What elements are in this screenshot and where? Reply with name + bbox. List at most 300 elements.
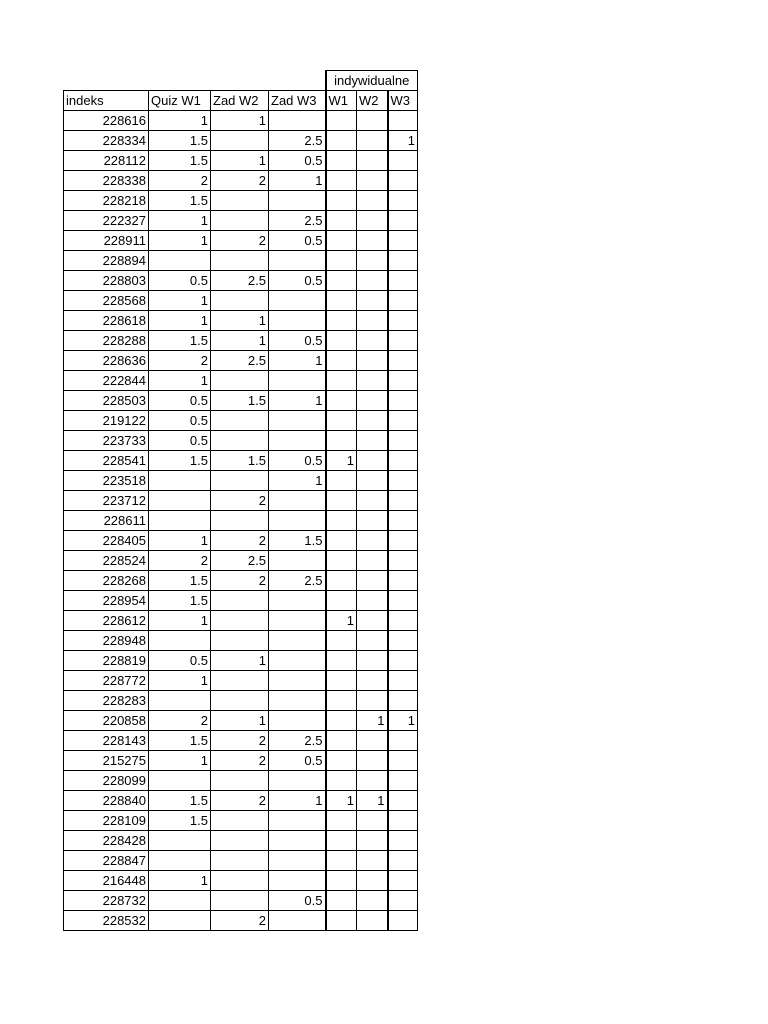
w1-cell[interactable] — [326, 911, 357, 931]
quiz-w1-cell[interactable]: 1.5 — [149, 811, 211, 831]
quiz-w1-cell[interactable]: 1.5 — [149, 591, 211, 611]
indeks-cell[interactable]: 228532 — [64, 911, 149, 931]
quiz-w1-cell[interactable]: 1.5 — [149, 191, 211, 211]
zad-w3-cell[interactable]: 0.5 — [269, 151, 326, 171]
zad-w2-cell[interactable]: 2 — [211, 531, 269, 551]
w3-cell[interactable] — [388, 231, 418, 251]
w3-cell[interactable] — [388, 591, 418, 611]
w2-cell[interactable]: 1 — [357, 791, 388, 811]
indeks-cell[interactable]: 228218 — [64, 191, 149, 211]
w1-cell[interactable] — [326, 651, 357, 671]
w2-cell[interactable] — [357, 531, 388, 551]
zad-w3-cell[interactable]: 1 — [269, 791, 326, 811]
zad-w2-cell[interactable] — [211, 851, 269, 871]
indeks-cell[interactable]: 228568 — [64, 291, 149, 311]
zad-w3-cell[interactable]: 1 — [269, 391, 326, 411]
w1-cell[interactable] — [326, 811, 357, 831]
w3-cell[interactable] — [388, 531, 418, 551]
w1-cell[interactable] — [326, 291, 357, 311]
indeks-cell[interactable]: 228268 — [64, 571, 149, 591]
quiz-w1-cell[interactable] — [149, 891, 211, 911]
quiz-w1-cell[interactable] — [149, 511, 211, 531]
w2-cell[interactable] — [357, 231, 388, 251]
quiz-w1-cell[interactable]: 1 — [149, 231, 211, 251]
w3-cell[interactable] — [388, 271, 418, 291]
w2-cell[interactable]: 1 — [357, 711, 388, 731]
w2-cell[interactable] — [357, 671, 388, 691]
zad-w2-cell[interactable] — [211, 471, 269, 491]
indeks-cell[interactable]: 228847 — [64, 851, 149, 871]
w2-cell[interactable] — [357, 851, 388, 871]
w3-cell[interactable] — [388, 871, 418, 891]
w1-cell[interactable] — [326, 231, 357, 251]
w2-cell[interactable] — [357, 251, 388, 271]
indeks-cell[interactable]: 228099 — [64, 771, 149, 791]
indeks-cell[interactable]: 220858 — [64, 711, 149, 731]
w2-cell[interactable] — [357, 771, 388, 791]
quiz-w1-cell[interactable]: 1.5 — [149, 791, 211, 811]
indeks-cell[interactable]: 228541 — [64, 451, 149, 471]
zad-w3-cell[interactable] — [269, 811, 326, 831]
indeks-cell[interactable]: 228334 — [64, 131, 149, 151]
quiz-w1-cell[interactable] — [149, 631, 211, 651]
w3-cell[interactable] — [388, 571, 418, 591]
indeks-cell[interactable]: 228611 — [64, 511, 149, 531]
col-header-w2[interactable]: W2 — [357, 91, 388, 111]
w1-cell[interactable] — [326, 331, 357, 351]
w3-cell[interactable] — [388, 151, 418, 171]
w1-cell[interactable]: 1 — [326, 451, 357, 471]
group-header-individual[interactable]: indywidualne — [326, 71, 418, 91]
indeks-cell[interactable]: 228503 — [64, 391, 149, 411]
w1-cell[interactable] — [326, 891, 357, 911]
zad-w2-cell[interactable]: 1 — [211, 711, 269, 731]
indeks-cell[interactable]: 222327 — [64, 211, 149, 231]
col-header-indeks[interactable]: indeks — [64, 91, 149, 111]
zad-w3-cell[interactable] — [269, 191, 326, 211]
w2-cell[interactable] — [357, 611, 388, 631]
w3-cell[interactable] — [388, 511, 418, 531]
quiz-w1-cell[interactable]: 1 — [149, 311, 211, 331]
zad-w2-cell[interactable] — [211, 431, 269, 451]
w3-cell[interactable] — [388, 251, 418, 271]
indeks-cell[interactable]: 228819 — [64, 651, 149, 671]
table-row — [64, 371, 418, 391]
w2-cell[interactable] — [357, 451, 388, 471]
zad-w2-cell[interactable]: 1 — [211, 651, 269, 671]
indeks-cell[interactable]: 222844 — [64, 371, 149, 391]
w3-cell[interactable] — [388, 891, 418, 911]
zad-w3-cell[interactable]: 2.5 — [269, 131, 326, 151]
quiz-w1-cell[interactable] — [149, 691, 211, 711]
zad-w3-cell[interactable]: 0.5 — [269, 271, 326, 291]
quiz-w1-cell[interactable]: 0.5 — [149, 391, 211, 411]
w3-cell[interactable] — [388, 811, 418, 831]
w3-cell[interactable] — [388, 791, 418, 811]
quiz-w1-cell[interactable]: 2 — [149, 551, 211, 571]
w2-cell[interactable] — [357, 291, 388, 311]
zad-w3-cell[interactable] — [269, 371, 326, 391]
quiz-w1-cell[interactable]: 0.5 — [149, 271, 211, 291]
zad-w2-cell[interactable]: 2 — [211, 171, 269, 191]
w3-cell[interactable] — [388, 911, 418, 931]
w2-cell[interactable] — [357, 551, 388, 571]
w1-cell[interactable] — [326, 351, 357, 371]
zad-w2-cell[interactable]: 2 — [211, 731, 269, 751]
zad-w2-cell[interactable] — [211, 191, 269, 211]
w2-cell[interactable] — [357, 171, 388, 191]
zad-w2-cell[interactable] — [211, 691, 269, 711]
w3-cell[interactable] — [388, 691, 418, 711]
indeks-cell[interactable]: 228911 — [64, 231, 149, 251]
indeks-cell[interactable]: 215275 — [64, 751, 149, 771]
w1-cell[interactable] — [326, 431, 357, 451]
w3-cell[interactable] — [388, 171, 418, 191]
w2-cell[interactable] — [357, 751, 388, 771]
zad-w3-cell[interactable]: 1 — [269, 471, 326, 491]
zad-w3-cell[interactable] — [269, 511, 326, 531]
w2-cell[interactable] — [357, 311, 388, 331]
w3-cell[interactable] — [388, 771, 418, 791]
w3-cell[interactable] — [388, 751, 418, 771]
indeks-cell[interactable]: 228894 — [64, 251, 149, 271]
quiz-w1-cell[interactable]: 1 — [149, 211, 211, 231]
zad-w3-cell[interactable] — [269, 311, 326, 331]
zad-w3-cell[interactable] — [269, 611, 326, 631]
zad-w3-cell[interactable] — [269, 671, 326, 691]
w2-cell[interactable] — [357, 391, 388, 411]
indeks-cell[interactable]: 223712 — [64, 491, 149, 511]
w1-cell[interactable] — [326, 371, 357, 391]
zad-w2-cell[interactable]: 1 — [211, 311, 269, 331]
w3-cell[interactable] — [388, 211, 418, 231]
quiz-w1-cell[interactable]: 0.5 — [149, 651, 211, 671]
w3-cell[interactable] — [388, 391, 418, 411]
quiz-w1-cell[interactable] — [149, 251, 211, 271]
w2-cell[interactable] — [357, 731, 388, 751]
zad-w2-cell[interactable]: 2 — [211, 791, 269, 811]
w1-cell[interactable] — [326, 131, 357, 151]
w1-cell[interactable] — [326, 111, 357, 131]
zad-w2-cell[interactable] — [211, 291, 269, 311]
zad-w3-cell[interactable] — [269, 691, 326, 711]
w2-cell[interactable] — [357, 471, 388, 491]
zad-w3-cell[interactable] — [269, 431, 326, 451]
w2-cell[interactable] — [357, 591, 388, 611]
zad-w2-cell[interactable] — [211, 131, 269, 151]
zad-w3-cell[interactable]: 0.5 — [269, 751, 326, 771]
w2-cell[interactable] — [357, 651, 388, 671]
indeks-cell[interactable]: 228283 — [64, 691, 149, 711]
w1-cell[interactable] — [326, 531, 357, 551]
w2-cell[interactable] — [357, 211, 388, 231]
zad-w2-cell[interactable] — [211, 811, 269, 831]
w2-cell[interactable] — [357, 831, 388, 851]
indeks-cell[interactable]: 223518 — [64, 471, 149, 491]
w3-cell[interactable] — [388, 431, 418, 451]
zad-w2-cell[interactable] — [211, 611, 269, 631]
w2-cell[interactable] — [357, 871, 388, 891]
w1-cell[interactable] — [326, 831, 357, 851]
w1-cell[interactable] — [326, 571, 357, 591]
col-header-quiz-w1[interactable]: Quiz W1 — [149, 91, 211, 111]
zad-w2-cell[interactable]: 2 — [211, 751, 269, 771]
w2-cell[interactable] — [357, 891, 388, 911]
quiz-w1-cell[interactable] — [149, 771, 211, 791]
indeks-cell[interactable]: 216448 — [64, 871, 149, 891]
quiz-w1-cell[interactable]: 1.5 — [149, 151, 211, 171]
quiz-w1-cell[interactable]: 2 — [149, 711, 211, 731]
w3-cell[interactable] — [388, 291, 418, 311]
quiz-w1-cell[interactable]: 1 — [149, 291, 211, 311]
w3-cell[interactable] — [388, 311, 418, 331]
zad-w3-cell[interactable]: 1.5 — [269, 531, 326, 551]
w2-cell[interactable] — [357, 191, 388, 211]
w2-cell[interactable] — [357, 271, 388, 291]
w1-cell[interactable] — [326, 631, 357, 651]
w1-cell[interactable] — [326, 771, 357, 791]
w3-cell[interactable] — [388, 611, 418, 631]
indeks-cell[interactable]: 228840 — [64, 791, 149, 811]
w2-cell[interactable] — [357, 371, 388, 391]
w1-cell[interactable] — [326, 691, 357, 711]
indeks-cell[interactable]: 228143 — [64, 731, 149, 751]
w3-cell[interactable]: 1 — [388, 131, 418, 151]
w3-cell[interactable] — [388, 551, 418, 571]
col-header-w3[interactable]: W3 — [388, 91, 418, 111]
w1-cell[interactable] — [326, 491, 357, 511]
w2-cell[interactable] — [357, 351, 388, 371]
indeks-cell[interactable]: 228948 — [64, 631, 149, 651]
w2-cell[interactable] — [357, 511, 388, 531]
w1-cell[interactable] — [326, 871, 357, 891]
quiz-w1-cell[interactable]: 1 — [149, 611, 211, 631]
w1-cell[interactable] — [326, 751, 357, 771]
w2-cell[interactable] — [357, 631, 388, 651]
indeks-cell[interactable]: 228109 — [64, 811, 149, 831]
zad-w3-cell[interactable] — [269, 111, 326, 131]
w2-cell[interactable] — [357, 411, 388, 431]
w3-cell[interactable] — [388, 651, 418, 671]
zad-w3-cell[interactable] — [269, 251, 326, 271]
zad-w2-cell[interactable] — [211, 891, 269, 911]
w2-cell[interactable] — [357, 811, 388, 831]
w1-cell[interactable] — [326, 391, 357, 411]
w2-cell[interactable] — [357, 131, 388, 151]
w1-cell[interactable] — [326, 471, 357, 491]
quiz-w1-cell[interactable]: 1 — [149, 371, 211, 391]
indeks-cell[interactable]: 228612 — [64, 611, 149, 631]
w1-cell[interactable] — [326, 511, 357, 531]
zad-w2-cell[interactable] — [211, 671, 269, 691]
zad-w3-cell[interactable]: 0.5 — [269, 451, 326, 471]
zad-w2-cell[interactable]: 2 — [211, 491, 269, 511]
quiz-w1-cell[interactable] — [149, 911, 211, 931]
w3-cell[interactable] — [388, 471, 418, 491]
w1-cell[interactable] — [326, 211, 357, 231]
zad-w3-cell[interactable] — [269, 591, 326, 611]
quiz-w1-cell[interactable]: 1.5 — [149, 451, 211, 471]
w3-cell[interactable] — [388, 831, 418, 851]
zad-w3-cell[interactable]: 0.5 — [269, 231, 326, 251]
w3-cell[interactable] — [388, 191, 418, 211]
indeks-cell[interactable]: 228616 — [64, 111, 149, 131]
zad-w3-cell[interactable] — [269, 631, 326, 651]
w1-cell[interactable]: 1 — [326, 791, 357, 811]
zad-w2-cell[interactable] — [211, 871, 269, 891]
quiz-w1-cell[interactable]: 1 — [149, 871, 211, 891]
w3-cell[interactable] — [388, 491, 418, 511]
indeks-cell[interactable]: 228618 — [64, 311, 149, 331]
zad-w2-cell[interactable] — [211, 831, 269, 851]
table-row — [64, 771, 418, 791]
zad-w2-cell[interactable]: 2 — [211, 231, 269, 251]
zad-w2-cell[interactable]: 1 — [211, 151, 269, 171]
zad-w3-cell[interactable]: 0.5 — [269, 891, 326, 911]
w1-cell[interactable] — [326, 171, 357, 191]
zad-w3-cell[interactable] — [269, 911, 326, 931]
w3-cell[interactable] — [388, 411, 418, 431]
indeks-cell[interactable]: 228772 — [64, 671, 149, 691]
w3-cell[interactable] — [388, 671, 418, 691]
w3-cell[interactable] — [388, 331, 418, 351]
col-header-w1[interactable]: W1 — [326, 91, 357, 111]
zad-w2-cell[interactable] — [211, 511, 269, 531]
zad-w3-cell[interactable] — [269, 851, 326, 871]
quiz-w1-cell[interactable]: 1 — [149, 111, 211, 131]
w3-cell[interactable] — [388, 451, 418, 471]
quiz-w1-cell[interactable]: 2 — [149, 351, 211, 371]
w1-cell[interactable] — [326, 851, 357, 871]
w1-cell[interactable] — [326, 191, 357, 211]
zad-w3-cell[interactable]: 2.5 — [269, 211, 326, 231]
indeks-cell[interactable]: 228524 — [64, 551, 149, 571]
zad-w2-cell[interactable] — [211, 591, 269, 611]
zad-w3-cell[interactable]: 1 — [269, 171, 326, 191]
zad-w3-cell[interactable]: 0.5 — [269, 331, 326, 351]
zad-w3-cell[interactable] — [269, 831, 326, 851]
quiz-w1-cell[interactable]: 1.5 — [149, 331, 211, 351]
w1-cell[interactable]: 1 — [326, 611, 357, 631]
w2-cell[interactable] — [357, 691, 388, 711]
zad-w2-cell[interactable] — [211, 771, 269, 791]
w3-cell[interactable]: 1 — [388, 711, 418, 731]
zad-w3-cell[interactable]: 1 — [269, 351, 326, 371]
w1-cell[interactable] — [326, 671, 357, 691]
quiz-w1-cell[interactable] — [149, 491, 211, 511]
col-header-zad-w3[interactable]: Zad W3 — [269, 91, 326, 111]
w1-cell[interactable] — [326, 251, 357, 271]
w2-cell[interactable] — [357, 111, 388, 131]
zad-w2-cell[interactable] — [211, 631, 269, 651]
table-row — [64, 531, 418, 551]
quiz-w1-cell[interactable]: 1.5 — [149, 731, 211, 751]
zad-w3-cell[interactable] — [269, 771, 326, 791]
quiz-w1-cell[interactable]: 1 — [149, 531, 211, 551]
zad-w3-cell[interactable] — [269, 871, 326, 891]
table-row — [64, 471, 418, 491]
indeks-cell[interactable]: 219122 — [64, 411, 149, 431]
indeks-cell[interactable]: 223733 — [64, 431, 149, 451]
quiz-w1-cell[interactable] — [149, 851, 211, 871]
zad-w2-cell[interactable]: 1.5 — [211, 391, 269, 411]
quiz-w1-cell[interactable] — [149, 831, 211, 851]
zad-w2-cell[interactable]: 1 — [211, 331, 269, 351]
quiz-w1-cell[interactable]: 2 — [149, 171, 211, 191]
table-row — [64, 751, 418, 771]
w3-cell[interactable] — [388, 351, 418, 371]
w2-cell[interactable] — [357, 431, 388, 451]
zad-w3-cell[interactable] — [269, 551, 326, 571]
indeks-cell[interactable]: 228954 — [64, 591, 149, 611]
indeks-cell[interactable]: 228405 — [64, 531, 149, 551]
zad-w3-cell[interactable] — [269, 491, 326, 511]
indeks-cell[interactable]: 228112 — [64, 151, 149, 171]
w2-cell[interactable] — [357, 151, 388, 171]
w3-cell[interactable] — [388, 631, 418, 651]
indeks-cell[interactable]: 228732 — [64, 891, 149, 911]
zad-w2-cell[interactable] — [211, 411, 269, 431]
col-header-zad-w2[interactable]: Zad W2 — [211, 91, 269, 111]
w3-cell[interactable] — [388, 111, 418, 131]
w1-cell[interactable] — [326, 411, 357, 431]
zad-w2-cell[interactable] — [211, 371, 269, 391]
indeks-cell[interactable]: 228636 — [64, 351, 149, 371]
zad-w2-cell[interactable]: 2 — [211, 911, 269, 931]
indeks-cell[interactable]: 228288 — [64, 331, 149, 351]
w2-cell[interactable] — [357, 491, 388, 511]
w1-cell[interactable] — [326, 271, 357, 291]
indeks-cell[interactable]: 228428 — [64, 831, 149, 851]
indeks-cell[interactable]: 228803 — [64, 271, 149, 291]
zad-w2-cell[interactable]: 2 — [211, 571, 269, 591]
quiz-w1-cell[interactable]: 0.5 — [149, 411, 211, 431]
quiz-w1-cell[interactable] — [149, 471, 211, 491]
zad-w3-cell[interactable]: 2.5 — [269, 571, 326, 591]
w1-cell[interactable] — [326, 311, 357, 331]
indeks-cell[interactable]: 228338 — [64, 171, 149, 191]
zad-w2-cell[interactable]: 2.5 — [211, 551, 269, 571]
w1-cell[interactable] — [326, 551, 357, 571]
w1-cell[interactable] — [326, 731, 357, 751]
zad-w3-cell[interactable] — [269, 651, 326, 671]
zad-w3-cell[interactable] — [269, 411, 326, 431]
zad-w2-cell[interactable] — [211, 251, 269, 271]
quiz-w1-cell[interactable]: 1 — [149, 751, 211, 771]
quiz-w1-cell[interactable]: 0.5 — [149, 431, 211, 451]
zad-w3-cell[interactable]: 2.5 — [269, 731, 326, 751]
quiz-w1-cell[interactable]: 1.5 — [149, 571, 211, 591]
zad-w2-cell[interactable]: 2.5 — [211, 271, 269, 291]
w2-cell[interactable] — [357, 911, 388, 931]
w1-cell[interactable] — [326, 151, 357, 171]
w1-cell[interactable] — [326, 711, 357, 731]
zad-w2-cell[interactable] — [211, 211, 269, 231]
zad-w2-cell[interactable]: 1 — [211, 111, 269, 131]
w3-cell[interactable] — [388, 371, 418, 391]
w3-cell[interactable] — [388, 731, 418, 751]
quiz-w1-cell[interactable]: 1 — [149, 671, 211, 691]
w3-cell[interactable] — [388, 851, 418, 871]
quiz-w1-cell[interactable]: 1.5 — [149, 131, 211, 151]
w2-cell[interactable] — [357, 571, 388, 591]
w2-cell[interactable] — [357, 331, 388, 351]
w1-cell[interactable] — [326, 591, 357, 611]
zad-w2-cell[interactable]: 2.5 — [211, 351, 269, 371]
zad-w2-cell[interactable]: 1.5 — [211, 451, 269, 471]
zad-w3-cell[interactable] — [269, 291, 326, 311]
zad-w3-cell[interactable] — [269, 711, 326, 731]
